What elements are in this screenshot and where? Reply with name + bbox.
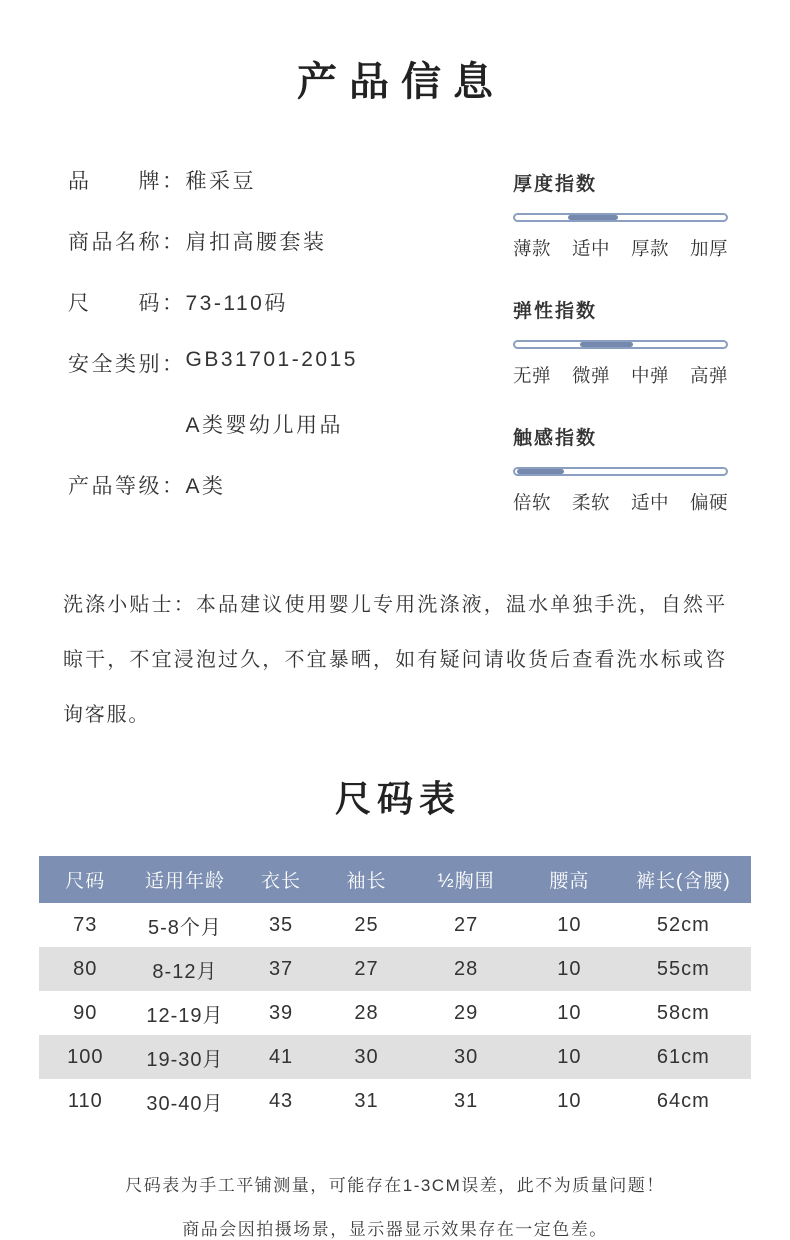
slider-fill-icon [568,215,619,220]
field-label: 产品等级： [68,475,186,498]
table-header-cell: 尺码 [39,856,132,903]
slider-label: 中弹 [630,365,669,386]
index-title: 厚度指数 [513,174,598,195]
table-cell: 27 [454,913,479,936]
table-row [39,1035,751,1079]
size-table-title: 尺码表 [334,778,461,819]
info-section [0,107,790,550]
footer-notes [0,1171,790,1240]
size-table-body [39,903,751,1123]
slider-label: 柔软 [571,492,610,513]
slider-label: 微弹 [571,365,610,386]
product-field-row [68,348,468,378]
table-cell: 100 [67,1045,104,1068]
table-cell: 30 [354,1045,379,1068]
size-table-header-row [39,856,751,903]
field-value: A类婴幼儿用品 [185,414,344,437]
product-fields [68,165,468,550]
table-header-cell: 腰高 [523,856,616,903]
table-row [39,1079,751,1123]
slider-label: 高弹 [689,365,728,386]
field-value: 肩扣高腰套装 [185,231,327,254]
index-title: 弹性指数 [513,301,598,322]
slider-labels [513,489,728,515]
table-cell: 39 [268,1001,294,1024]
table-cell: 12-19月 [146,1004,224,1027]
table-cell: 58cm [656,1001,710,1024]
table-row [39,991,751,1035]
table-header-cell: ½胸围 [409,856,523,903]
table-cell: 41 [268,1045,294,1068]
slider-fill-icon [580,342,633,347]
table-cell: 73 [73,913,98,936]
slider-track-icon [513,340,728,349]
table-cell: 64cm [656,1089,710,1112]
slider-label: 加厚 [689,238,728,259]
product-field-row [68,165,468,195]
table-header-cell: 衣长 [238,856,323,903]
table-cell: 10 [557,1001,582,1024]
product-field-row [68,470,468,500]
size-table [39,856,751,1123]
index-block [513,423,728,515]
slider-labels [513,362,728,388]
table-cell: 10 [557,1089,582,1112]
table-cell: 29 [454,1001,479,1024]
field-label: 安全类别： [68,353,186,376]
field-label: 商品名称： [68,231,186,254]
table-cell: 43 [268,1089,294,1112]
footer-note: 尺码表为手工平铺测量，可能存在1-3CM误差，此不为质量问题！ [125,1176,665,1195]
slider-labels [513,235,728,261]
slider-label: 适中 [571,238,610,259]
table-cell: 52cm [656,913,710,936]
table-cell: 8-12月 [152,960,218,983]
table-header-cell: 袖长 [324,856,409,903]
table-cell: 30-40月 [146,1092,224,1115]
slider-track-icon [513,213,728,222]
table-cell: 10 [557,913,582,936]
index-title: 触感指数 [513,428,598,449]
table-cell: 31 [354,1089,379,1112]
product-field-row [68,226,468,256]
table-cell: 80 [73,957,98,980]
slider-label: 倍软 [513,492,552,513]
field-value: 稚采豆 [185,170,256,193]
table-cell: 5-8个月 [147,916,222,939]
table-row [39,903,751,947]
slider-label: 适中 [630,492,669,513]
slider-label: 厚款 [630,238,669,259]
table-header-cell: 适用年龄 [132,856,239,903]
product-field-row [68,287,468,317]
slider-label: 无弹 [513,365,552,386]
field-label: 品 牌： [68,170,186,193]
index-block [513,296,728,388]
table-cell: 28 [454,957,479,980]
table-cell: 30 [454,1045,479,1068]
table-cell: 19-30月 [146,1048,224,1071]
field-value: GB31701-2015 [185,348,358,371]
slider-label: 薄款 [513,238,552,259]
index-block [513,169,728,261]
table-cell: 28 [354,1001,379,1024]
washing-tip: 洗涤小贴士：本品建议使用婴儿专用洗涤液，温水单独手洗，自然平晾干，不宜浸泡过久，不宜暴晒，如有疑问请收货后查看洗水标或咨询客服。 [63,594,727,726]
slider-fill-icon [517,469,563,474]
product-field-row [68,409,468,439]
table-cell: 110 [67,1089,103,1112]
table-cell: 25 [354,913,379,936]
field-label: 尺 码： [68,292,186,315]
table-cell: 31 [454,1089,479,1112]
table-cell: 35 [268,913,294,936]
table-header-cell: 裤长(含腰) [616,856,751,903]
table-cell: 61cm [656,1045,710,1068]
page-title: 产品信息 [297,60,505,104]
table-cell: 90 [73,1001,98,1024]
footer-note: 商品会因拍摄场景，显示器显示效果存在一定色差。 [182,1220,608,1239]
table-cell: 27 [354,957,379,980]
table-cell: 10 [557,1045,582,1068]
slider-label: 偏硬 [689,492,728,513]
field-value: A类 [185,475,226,498]
slider-track-icon [513,467,728,476]
field-value: 73-110码 [185,292,288,315]
table-cell: 37 [268,957,294,980]
index-panel [513,165,728,550]
table-cell: 10 [557,957,582,980]
table-row [39,947,751,991]
field-label [68,409,186,439]
table-cell: 55cm [656,957,710,980]
